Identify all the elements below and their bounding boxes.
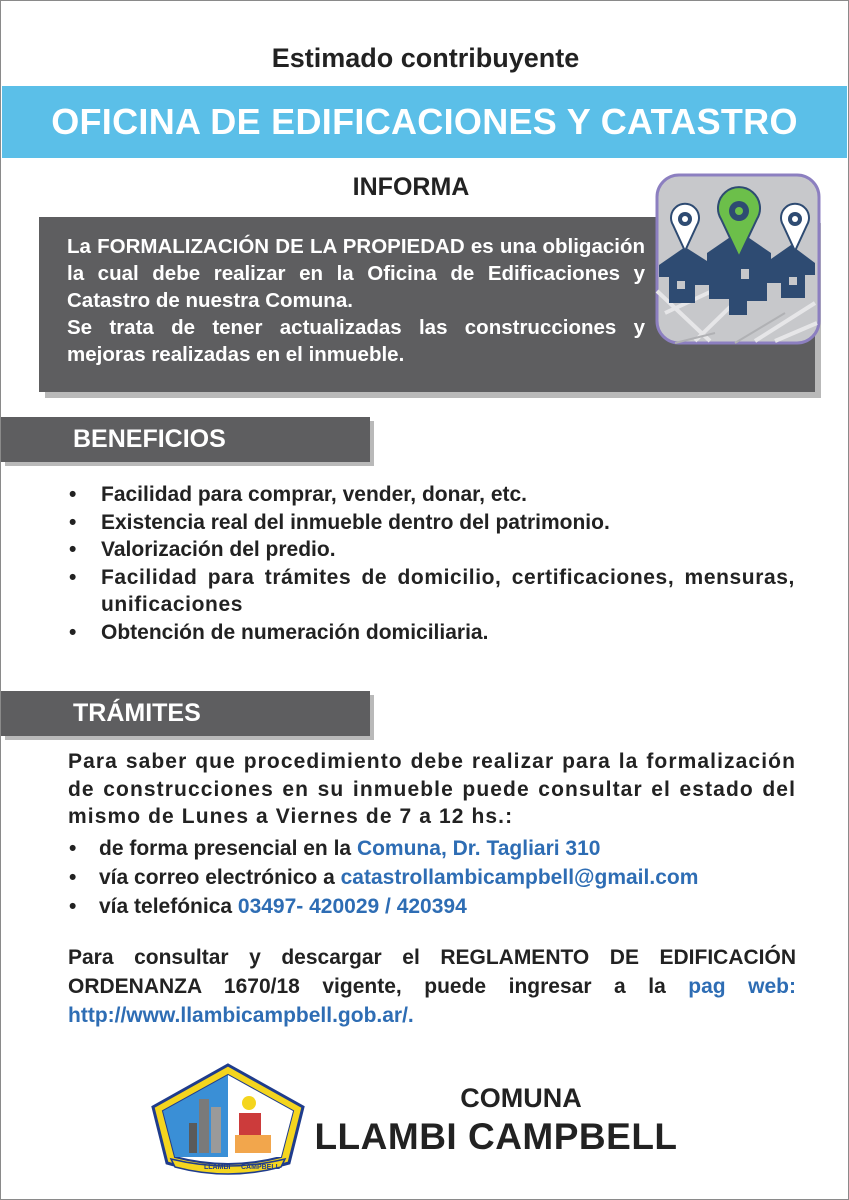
list-item: • Obtención de numeración domiciliaria. — [65, 619, 795, 647]
bullet-icon: • — [69, 510, 77, 534]
beneficios-header — [1, 417, 370, 462]
contact-list — [65, 834, 805, 921]
info-paragraph-1: La FORMALIZACIÓN DE LA PROPIEDAD es una obligación la cual debe realizar en la Oficina de Edificaciones y Catastro de nuestra Comuna. — [67, 235, 645, 312]
footer-town-name: LLAMBI CAMPBELL — [314, 1116, 678, 1157]
list-item: • Existencia real del inmueble dentro del patrimonio. — [65, 509, 795, 537]
web-label: pag web: — [688, 975, 796, 998]
contact-item-email: • vía correo electrónico a catastrollambicampbell@gmail.com — [65, 863, 805, 892]
info-text — [67, 233, 645, 368]
address-text: Comuna, Dr. Tagliari 310 — [356, 837, 601, 860]
bullet-icon: • — [69, 620, 77, 644]
benefits-list — [65, 481, 795, 646]
bullet-icon: • — [69, 837, 77, 860]
phone-numbers[interactable]: 03497- 420029 / 420394 — [237, 895, 467, 918]
list-item: • Valorización del predio. — [65, 536, 795, 564]
informa-heading: INFORMA — [352, 173, 470, 201]
info-paragraph-2: Se trata de tener actualizadas las construcciones y mejoras realizadas en el inmueble. — [67, 316, 645, 366]
reglamento-notice — [68, 943, 796, 1030]
tramites-title: TRÁMITES — [73, 699, 201, 727]
tramites-intro — [68, 748, 796, 831]
bullet-icon: • — [69, 565, 77, 589]
contact-item-phone: • vía telefónica 03497- 420029 / 420394 — [65, 892, 805, 921]
bullet-icon: • — [69, 895, 77, 918]
office-banner — [2, 86, 847, 158]
footer-comuna: COMUNA — [460, 1083, 582, 1113]
reglamento-text: Para consultar y descargar el REGLAMENTO DE EDIFICACIÓN ORDENANZA 1670/18 vigente, puede ingresar a la — [68, 946, 796, 998]
greeting-heading: Estimado contribuyente — [271, 43, 580, 73]
comuna-shield-logo — [149, 1063, 307, 1175]
beneficios-title: BENEFICIOS — [73, 425, 226, 453]
contact-item-in-person: • de forma presencial en la Comuna, Dr. Tagliari 310 — [65, 834, 805, 863]
bullet-icon: • — [69, 483, 77, 506]
website-link[interactable]: http://www.llambicampbell.gob.ar/. — [68, 1004, 414, 1027]
email-link[interactable]: catastrollambicampbell@gmail.com — [340, 866, 699, 889]
list-item: • Facilidad para comprar, vender, donar, etc. — [65, 481, 795, 509]
city-map-pins-icon — [655, 173, 821, 345]
list-item: • Facilidad para trámites de domicilio, certificaciones, mensuras, unificaciones — [69, 565, 795, 616]
bullet-icon: • — [69, 866, 77, 889]
bullet-icon: • — [69, 538, 77, 561]
logo-text-right: CAMPBELL — [241, 1164, 280, 1171]
logo-text-left: LLAMBI — [204, 1164, 231, 1171]
tramites-header — [1, 691, 370, 736]
tramites-intro-text: Para saber que procedimiento debe realizar para la formalización de construcciones en su inmueble puede consultar el estado del mismo de Lunes a Viernes de 7 a 12 hs.: — [68, 750, 796, 828]
office-banner-title: OFICINA DE EDIFICACIONES Y CATASTRO — [51, 101, 798, 142]
